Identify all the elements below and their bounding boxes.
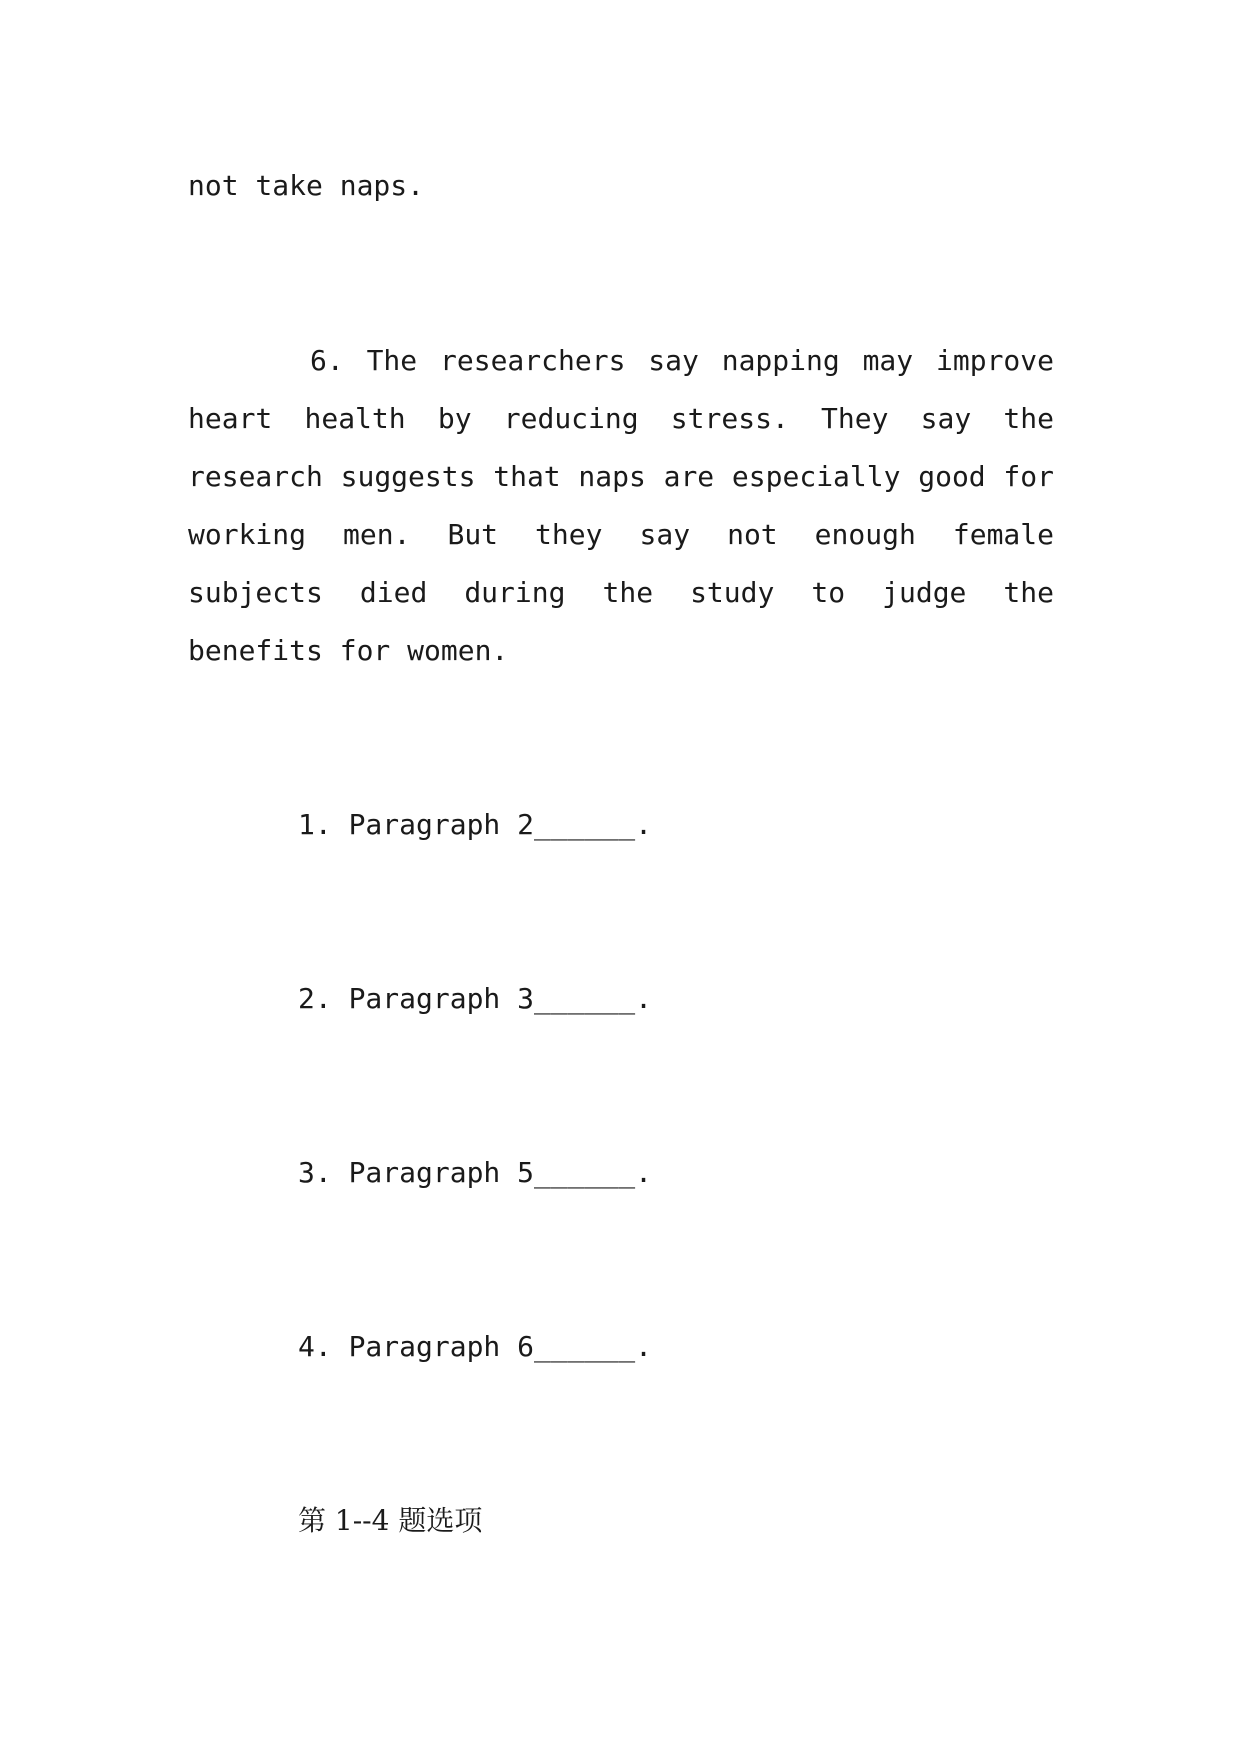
question-item: 4. Paragraph 6______. — [298, 1330, 653, 1363]
passage-continuation: not take naps. — [188, 169, 425, 202]
paragraph-line: 6. The researchers say napping may improve — [310, 344, 1054, 377]
question-item: 1. Paragraph 2______. — [298, 808, 653, 841]
paragraph-line: heart health by reducing stress. They say the — [188, 402, 1054, 435]
paragraph-line: subjects died during the study to judge the — [188, 576, 1054, 609]
paragraph-line: research suggests that naps are especially good for — [188, 460, 1054, 493]
options-heading: 第 1--4 题选项 — [298, 1504, 483, 1537]
question-item: 2. Paragraph 3______. — [298, 982, 653, 1015]
paragraph-line: benefits for women. — [188, 634, 509, 667]
paragraph-line: working men. But they say not enough female — [188, 518, 1054, 551]
question-item: 3. Paragraph 5______. — [298, 1156, 653, 1189]
